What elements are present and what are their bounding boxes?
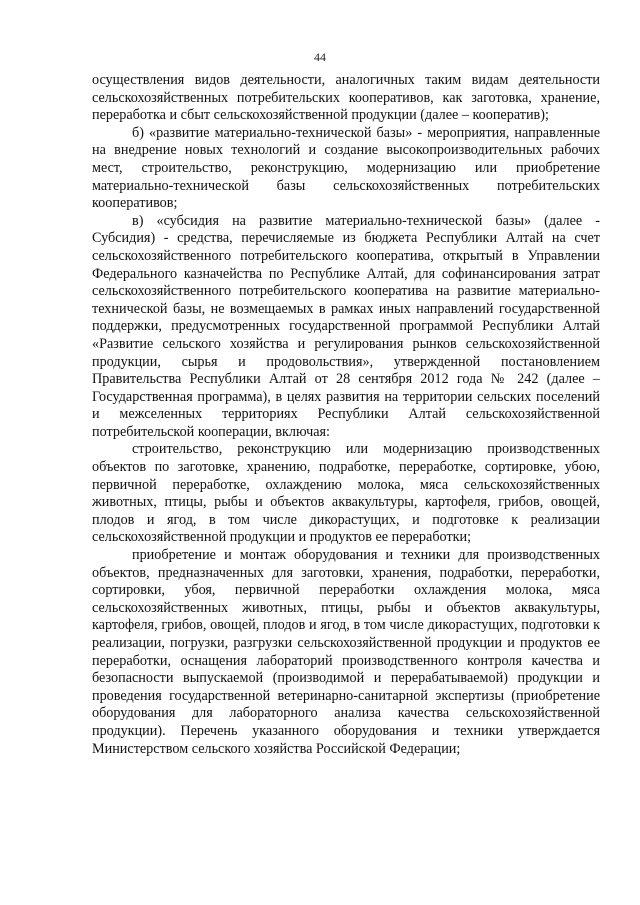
paragraph-item-b: б) «развитие материально-технической базы» - мероприятия, направленные на внедрение новых технологий и создание высокопроизводительных рабочих мест, строительство, реконструкцию, модернизацию или приобретение материально-технической базы сельскохозяйственных потребительских кооперативов; xyxy=(92,124,600,212)
page-number: 44 xyxy=(314,50,326,64)
paragraph-equipment: приобретение и монтаж оборудования и техники для производственных объектов, предназначенных для заготовки, хранения, подработки, переработки, сортировки, убоя, первичной переработки охлаждения молока, мяса сельскохозяйственных животных, птицы, рыбы и объектов аквакультуры, картофеля, грибов, овощей, плодов и ягод, в том числе дикорастущих, подготовки к реализации, погрузки, разгрузки сельскохозяйственной продукции и продуктов ее переработки, оснащения лабораторий производственного контроля качества и безопасности выпускаемой (производимой и перерабатываемой) продукции и проведения государственной ветеринарно-санитарной экспертизы (приобретение оборудования для лабораторного анализа качества сельскохозяйственной продукции). Перечень указанного оборудования и техники утверждается Министерством сельского хозяйства Российской Федерации; xyxy=(92,547,600,757)
paragraph-item-v: в) «субсидия на развитие материально-технической базы» (далее - Субсидия) - средства, перечисляемые из бюджета Республики Алтай на счет сельскохозяйственного потребительского кооператива, открытый в Управлении Федерального казначейства по Республике Алтай, для софинансирования затрат сельскохозяйственного потребительского кооператива на развитие материально-технической базы, не возмещаемых в рамках иных направлений государственной поддержки, предусмотренных государственной программой Республики Алтай «Развитие сельского хозяйства и регулирования рынков сельскохозяйственной продукции, сырья и продовольствия», утвержденной постановлением Правительства Республики Алтай от 28 сентября 2012 года № 242 (далее – Государственная программа), в целях развития на территории сельских поселений и межселенных территориях Республики Алтай сельскохозяйственной потребительской кооперации, включая: xyxy=(92,212,600,440)
paragraph-continuation: осуществления видов деятельности, аналогичных таким видам деятельности сельскохозяйственных потребительских кооперативов, как заготовка, хранение, переработка и сбыт сельскохозяйственной продукции (далее – кооператив); xyxy=(92,72,600,124)
paragraph-construction: строительство, реконструкцию или модернизацию производственных объектов по заготовке, хранению, подработке, переработке, сортировке, убою, первичной переработке, охлаждению молока, мяса сельскохозяйственных животных, птицы, рыбы и объектов аквакультуры, картофеля, грибов, овощей, плодов и ягод, в том числе дикорастущих, и подготовке к реализации сельскохозяйственной продукции и продуктов ее переработки; xyxy=(92,441,600,546)
document-body xyxy=(92,72,600,758)
